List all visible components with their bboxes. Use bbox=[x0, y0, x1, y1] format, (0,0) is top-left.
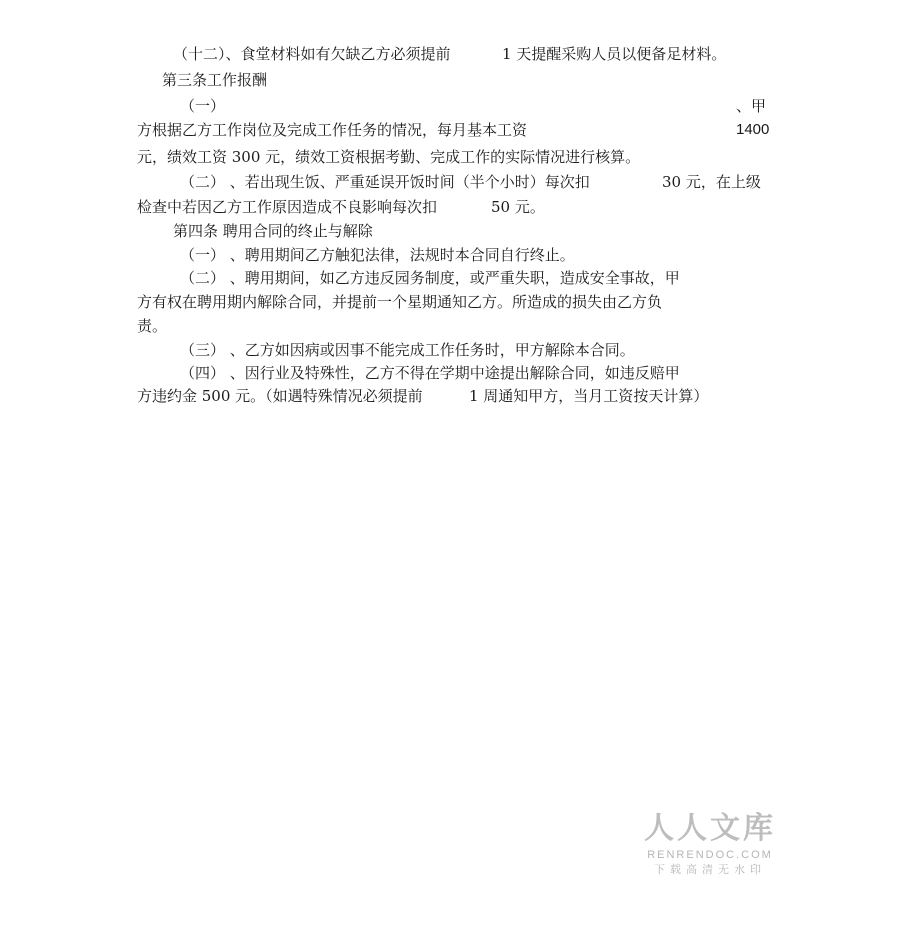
article-4-item-4-text-end: 1 周通知甲方，当月工资按天计算） bbox=[469, 387, 709, 405]
article-4-item-4-text: （四） 、因行业及特殊性，乙方不得在学期中途提出解除合同，如违反赔甲 bbox=[180, 364, 680, 382]
article-4-item-4-text-cont: 方违约金 500 元。（如遇特殊情况必须提前 bbox=[137, 387, 423, 405]
article-3-item-2-text-b: 30 元，在上级 bbox=[662, 173, 761, 191]
article-4-item-1-text: （一） 、聘用期间乙方触犯法律，法规时本合同自行终止。 bbox=[180, 246, 575, 264]
renrendoc-watermark bbox=[640, 810, 780, 878]
article-3-item-1-label: （一） bbox=[180, 97, 226, 115]
clause-12-text: （十二）、食堂材料如有欠缺乙方必须提前 bbox=[173, 45, 451, 63]
article-3-item-2-text-end: 50 元。 bbox=[491, 198, 545, 216]
article-3-item-1-text: 方根据乙方工作岗位及完成工作任务的情况，每月基本工资 bbox=[137, 121, 528, 139]
article-4-item-2-text-end: 责。 bbox=[137, 317, 168, 335]
watermark-title: 人人文库 bbox=[644, 811, 776, 846]
article-4-item-3-text: （三） 、乙方如因病或因事不能完成工作任务时，甲方解除本合同。 bbox=[180, 341, 635, 359]
base-salary-value: 1400 bbox=[736, 121, 770, 138]
article-3-item-1-text-cont: 元，绩效工资 300 元，绩效工资根据考勤、完成工作的实际情况进行核算。 bbox=[137, 148, 641, 166]
article-4-item-2-text: （二） 、聘用期间，如乙方违反园务制度，或严重失职，造成安全事故，甲 bbox=[180, 269, 680, 287]
article-3-item-2-text: （二） 、若出现生饭、严重延误开饭时间（半个小时）每次扣 bbox=[180, 173, 590, 191]
article-4-item-2-text-cont: 方有权在聘用期内解除合同，并提前一个星期通知乙方。所造成的损失由乙方负 bbox=[137, 293, 663, 311]
article-4-heading: 第四条 聘用合同的终止与解除 bbox=[173, 222, 373, 240]
watermark-domain: RENRENDOC.COM bbox=[647, 849, 773, 861]
article-3-heading: 第三条工作报酬 bbox=[162, 71, 268, 89]
article-3-item-2-text-cont: 检查中若因乙方工作原因造成不良影响每次扣 bbox=[137, 198, 438, 216]
article-3-item-1-tail: 、甲 bbox=[736, 97, 767, 115]
clause-12-text-cont: 1 天提醒采购人员以便备足材料。 bbox=[502, 45, 727, 63]
watermark-tagline: 下载高清无水印 bbox=[654, 863, 766, 876]
